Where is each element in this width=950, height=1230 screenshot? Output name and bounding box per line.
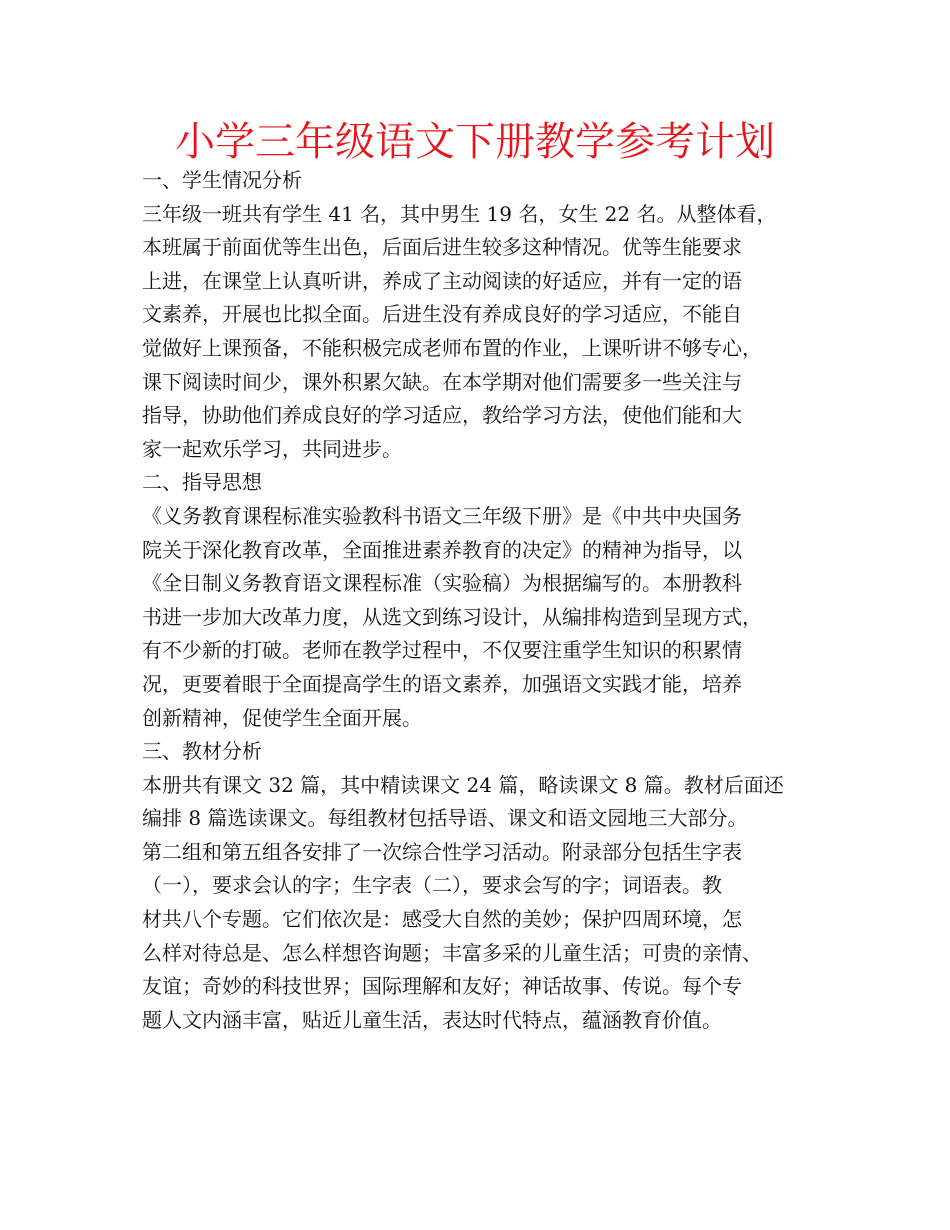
text-line: 《义务教育课程标准实验教科书语文三年级下册》是《中共中央国务 (142, 503, 742, 528)
text-line: 本班属于前面优等生出色，后面后进生较多这种情况。优等生能要求 (142, 235, 742, 260)
text-line: 指导，协助他们养成良好的学习适应，教给学习方法，使他们能和大 (142, 403, 742, 428)
text-line: 材共八个专题。它们依次是：感受大自然的美妙；保护四周环境，怎 (142, 907, 742, 932)
section-heading-material-analysis: 三、教材分析 (142, 739, 262, 764)
text-line: （一），要求会认的字；生字表（二），要求会写的字；词语表。教 (142, 873, 722, 898)
text-line: 院关于深化教育改革，全面推进素养教育的决定》的精神为指导，以 (142, 537, 742, 562)
text-line: 题人文内涵丰富，贴近儿童生活，表达时代特点，蕴涵教育价值。 (142, 1007, 722, 1032)
text-line: 么样对待总是、怎么样想咨询题；丰富多采的儿童生活；可贵的亲情、 (142, 940, 762, 965)
text-line: 况，更要着眼于全面提高学生的语文素养，加强语文实践才能，培养 (142, 671, 742, 696)
text-line: 家一起欢乐学习，共同进步。 (142, 436, 402, 461)
text-line: 三年级一班共有学生 41 名，其中男生 19 名，女生 22 名。从整体看， (142, 201, 777, 226)
text-line: 友谊；奇妙的科技世界；国际理解和友好；神话故事、传说。每个专 (142, 974, 742, 999)
document-body (142, 164, 812, 1037)
text-line: 《全日制义务教育语文课程标准（实验稿）为根据编写的。本册教科 (142, 571, 742, 596)
text-line: 有不少新的打破。老师在教学过程中，不仅要注重学生知识的积累情 (142, 638, 742, 663)
text-line: 第二组和第五组各安排了一次综合性学习活动。附录部分包括生字表 (142, 839, 742, 864)
text-line: 上进，在课堂上认真听讲，养成了主动阅读的好适应，并有一定的语 (142, 268, 742, 293)
section-heading-student-analysis: 一、学生情况分析 (142, 168, 302, 192)
text-line: 课下阅读时间少，课外积累欠缺。在本学期对他们需要多一些关注与 (142, 369, 742, 394)
text-line: 书进一步加大改革力度，从选文到练习设计，从编排构造到呈现方式， (142, 604, 762, 629)
text-line: 觉做好上课预备，不能积极完成老师布置的作业，上课听讲不够专心， (142, 335, 762, 360)
section-heading-guiding-thought: 二、指导思想 (142, 470, 262, 495)
text-line: 编排 8 篇选读课文。每组教材包括导语、课文和语文园地三大部分。 (142, 806, 748, 831)
text-line: 创新精神，促使学生全面开展。 (142, 705, 422, 730)
text-line: 文素养，开展也比拟全面。后进生没有养成良好的学习适应，不能自 (142, 302, 742, 327)
document-title: 小学三年级语文下册教学参考计划 (175, 119, 775, 165)
text-line: 本册共有课文 32 篇，其中精读课文 24 篇，略读课文 8 篇。教材后面还 (142, 772, 784, 797)
